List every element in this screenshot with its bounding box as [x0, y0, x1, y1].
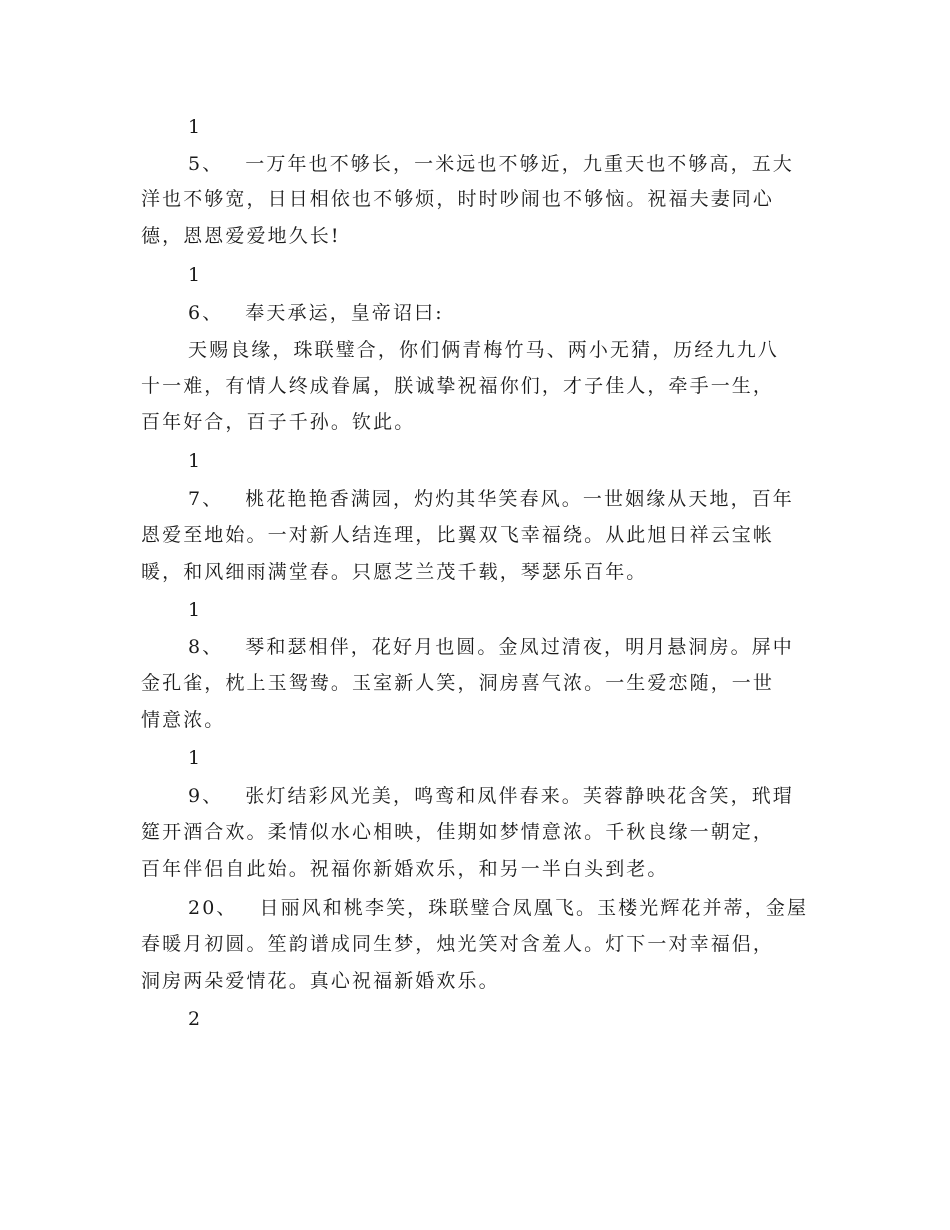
page-marker: 2	[188, 1008, 203, 1030]
page-marker: 1	[188, 450, 203, 472]
paragraph-line: 春暖月初圆。笙韵谱成同生梦，烛光笑对含羞人。灯下一对幸福侣，	[141, 933, 775, 955]
item-number: 20、	[188, 897, 238, 919]
paragraph-line: 5、 一万年也不够长，一米远也不够近，九重天也不够高，五大	[188, 153, 794, 175]
paragraph-line: 情意浓。	[141, 709, 226, 731]
paragraph-line: 天赐良缘，珠联璧合，你们俩青梅竹马、两小无猜，历经九九八	[188, 339, 779, 361]
paragraph-line: 9、 张灯结彩风光美，鸣鸾和凤伴春来。芙蓉静映花含笑，玳瑁	[188, 785, 794, 807]
page-marker: 1	[188, 264, 203, 286]
paragraph-line: 恩爱至地始。一对新人结连理，比翼双飞幸福绕。从此旭日祥云宝帐	[141, 524, 775, 546]
paragraph-line: 百年好合，百子千孙。钦此。	[141, 411, 416, 433]
paragraph-line: 百年伴侣自此始。祝福你新婚欢乐，和另一半白头到老。	[141, 858, 669, 880]
paragraph-line: 暖，和风细雨满堂春。只愿芝兰茂千载，琴瑟乐百年。	[141, 561, 648, 583]
page-marker: 1	[188, 599, 203, 621]
item-number: 7、	[188, 488, 224, 510]
paragraph-line: 20、 日丽风和桃李笑，珠联璧合凤凰飞。玉楼光辉花并蒂，金屋	[188, 897, 809, 919]
page-marker: 1	[188, 116, 203, 138]
paragraph-line: 6、 奉天承运，皇帝诏曰:	[188, 302, 444, 324]
paragraph-line: 7、 桃花艳艳香满园，灼灼其华笑春风。一世姻缘从天地，百年	[188, 488, 794, 510]
item-number: 5、	[188, 153, 224, 175]
paragraph-line: 十一难，有情人终成眷属，朕诚挚祝福你们，才子佳人，牵手一生，	[141, 375, 775, 397]
item-number: 9、	[188, 785, 224, 807]
paragraph-line: 洋也不够宽，日日相依也不够烦，时时吵闹也不够恼。祝福夫妻同心	[141, 188, 775, 210]
paragraph-line: 8、 琴和瑟相伴，花好月也圆。金凤过清夜，明月悬洞房。屏中	[188, 636, 794, 658]
item-number: 8、	[188, 636, 224, 658]
paragraph-line: 筵开酒合欢。柔情似水心相映，佳期如梦情意浓。千秋良缘一朝定，	[141, 821, 775, 843]
paragraph-line: 德，恩恩爱爱地久长!	[141, 225, 341, 247]
item-number: 6、	[188, 302, 224, 324]
paragraph-line: 金孔雀，枕上玉鸳鸯。玉室新人笑，洞房喜气浓。一生爱恋随，一世	[141, 672, 775, 694]
page-marker: 1	[188, 747, 203, 769]
paragraph-line: 洞房两朵爱情花。真心祝福新婚欢乐。	[141, 970, 500, 992]
